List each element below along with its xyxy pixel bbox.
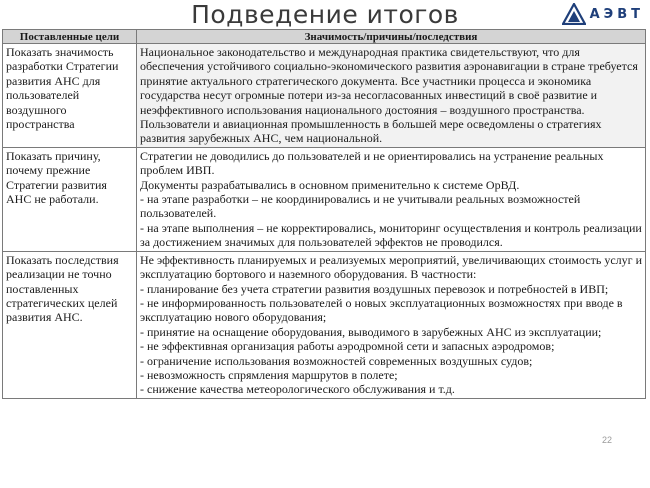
detail-paragraph: - принятие на оснащение оборудования, выводимого в зарубежных АНС из эксплуатации; bbox=[140, 324, 602, 339]
detail-paragraph: - планирование без учета стратегии развития воздушных перевозок и потребностей в ИВП; bbox=[140, 281, 609, 296]
detail-paragraph: - ограничение использования возможностей современных воздушных судов; bbox=[140, 353, 533, 368]
table-row bbox=[3, 147, 646, 251]
detail-paragraph: Стратегии не доводились до пользователей и не ориентировались на устранение реальных проблем ИВП. bbox=[140, 148, 604, 178]
detail-paragraph: - на этапе выполнения – не корректировались, мониторинг осуществления и контроль реализации за достижением значимых для пользователей эффектов не проводился. bbox=[140, 220, 642, 250]
column-header-significance: Значимость/причины/последствия bbox=[137, 30, 646, 44]
table-header-row bbox=[3, 30, 646, 44]
goal-cell: Показать причину, почему прежние Стратегии развития АНС не работали. bbox=[3, 147, 137, 251]
detail-paragraph: - не эффективная организация работы аэродромной сети и запасных аэродромов; bbox=[140, 339, 555, 354]
goal-cell: Показать последствия реализации не точно поставленных стратегических целей развития АНС. bbox=[3, 251, 137, 398]
table-row bbox=[3, 251, 646, 398]
detail-paragraph: Не эффективность планируемых и реализуемых мероприятий, увеличивающих стоимость услуг и эксплуатацию бортового и наземного оборудования. В частности: bbox=[140, 252, 642, 282]
logo-mark-icon bbox=[562, 3, 586, 25]
logo-text: АЭВТ bbox=[589, 6, 644, 22]
column-header-goals: Поставленные цели bbox=[3, 30, 137, 44]
slide-title: Подведение итогов bbox=[191, 0, 459, 29]
logo bbox=[562, 2, 644, 26]
page-number: 22 bbox=[601, 435, 612, 445]
detail-paragraph: Пользователи и авиационная промышленность в большей мере осведомлены о стратегиях развития зарубежных АНС, чем национальной. bbox=[140, 117, 602, 146]
summary-table bbox=[2, 29, 646, 399]
detail-paragraph: - не информированность пользователей о новых эксплуатационных возможностях при вводе в эксплуатацию нового оборудования; bbox=[140, 295, 623, 325]
detail-paragraph: Документы разрабатывались в основном применительно к системе ОрВД. bbox=[140, 177, 520, 192]
table-row bbox=[3, 44, 646, 148]
detail-paragraph: - на этапе разработки – не координировались и не учитывали реальных возможностей пользователей. bbox=[140, 192, 581, 221]
detail-cell bbox=[137, 147, 646, 251]
detail-paragraph: - невозможность спрямления маршрутов в полете; bbox=[140, 367, 398, 382]
detail-cell bbox=[137, 44, 646, 148]
detail-paragraph: - снижение качества метеорологического обслуживания и т.д. bbox=[140, 382, 455, 397]
goal-cell: Показать значимость разработки Стратегии развития АНС для пользователей воздушного пространства bbox=[3, 44, 137, 148]
detail-paragraph: Национальное законодательство и международная практика свидетельствуют, что для обеспечения устойчивого социально-экономического развития аэронавигации в стране требуется принятие актуального стратегического документа. Все участники процесса и экономика государства несут огромные потери из-за несогласованных инвестиций в своё развитие и неэффективного использования национального достояния – воздушного пространства. bbox=[140, 45, 638, 117]
detail-cell bbox=[137, 251, 646, 398]
